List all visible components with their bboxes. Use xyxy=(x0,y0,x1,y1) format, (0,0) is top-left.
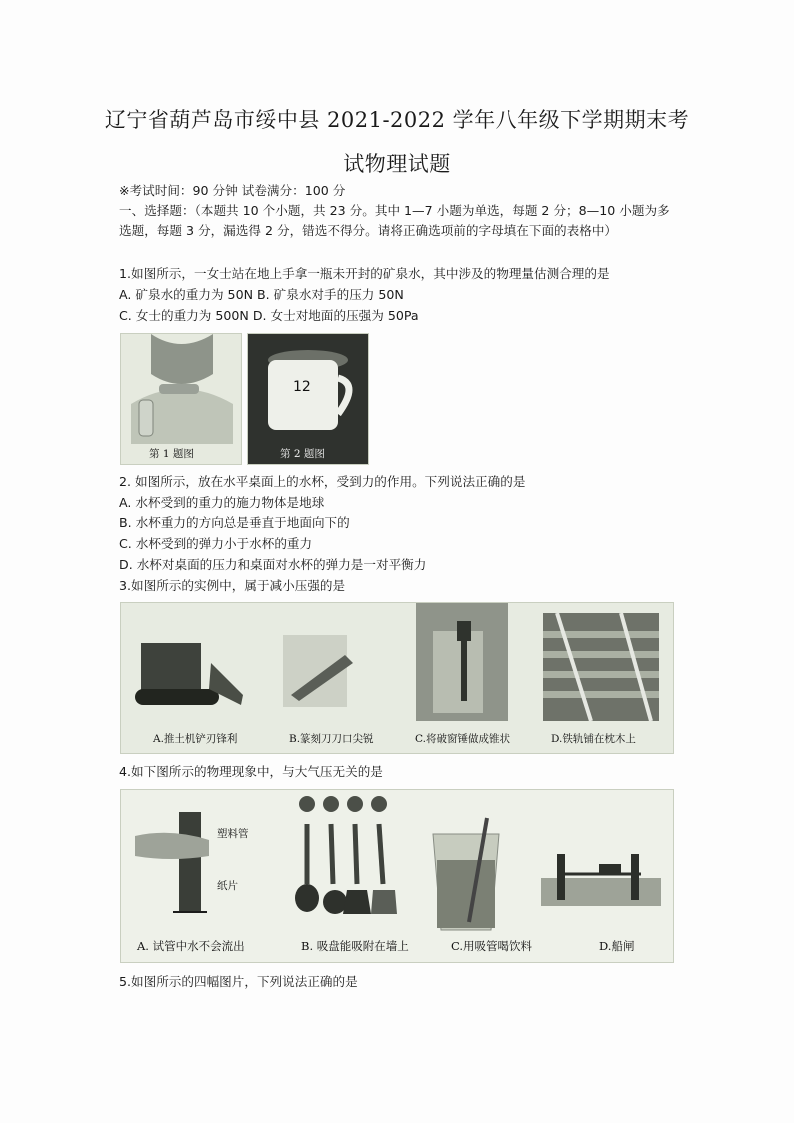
section-1-instructions: 一、选择题：（本题共 10 个小题，共 23 分。其中 1—7 小题为单选，每题 2 分；8—10 小题为多选题，每题 3 分，漏选得 2 分，错选不得分。请将正确选项前的字母填在下面的表格中） xyxy=(119,203,670,238)
q4-caption-a: A. 试管中水不会流出 xyxy=(137,939,245,953)
q4-figure-strip xyxy=(120,789,674,963)
title-line-1: 辽宁省葫芦岛市绥中县 2021-2022 学年八年级下学期期末考 xyxy=(104,108,690,132)
q4-caption-c: C.用吸管喝饮料 xyxy=(451,939,533,953)
q1-options-ab: A. 矿泉水的重力为 50N B. 矿泉水对手的压力 50N xyxy=(119,287,404,302)
figure-1-woman-water xyxy=(120,333,242,465)
q3-caption-a: A.推土机铲刃锋利 xyxy=(153,733,238,745)
q2-option-d: D. 水杯对桌面的压力和桌面对水杯的弹力是一对平衡力 xyxy=(119,557,427,572)
q4-stem: 4.如下图所示的物理现象中，与大气压无关的是 xyxy=(119,764,383,779)
q4-caption-b: B. 吸盘能吸附在墙上 xyxy=(301,939,409,953)
q4-caption-d: D.船闸 xyxy=(599,939,635,953)
q2-option-c: C. 水杯受到的弹力小于水杯的重力 xyxy=(119,536,313,551)
q3-caption-c: C.将破窗锤做成锥状 xyxy=(415,733,510,745)
figure-2-caption: 第 2 题图 xyxy=(280,448,325,460)
q4-label-paper: 纸片 xyxy=(217,880,238,892)
q3-caption-b: B.篆刻刀刀口尖锐 xyxy=(289,733,374,745)
figure-2-cup-label: 12 xyxy=(293,379,311,395)
q3-figure-strip xyxy=(120,602,674,754)
q2-option-a: A. 水杯受到的重力的施力物体是地球 xyxy=(119,495,325,510)
title-line-2: 试物理试题 xyxy=(343,152,451,176)
q3-caption-d: D.铁轨铺在枕木上 xyxy=(551,733,636,745)
q2-option-b: B. 水杯重力的方向总是垂直于地面向下的 xyxy=(119,515,350,530)
figure-1-caption: 第 1 题图 xyxy=(149,448,194,460)
q3-stem: 3.如图所示的实例中，属于减小压强的是 xyxy=(119,578,346,593)
q1-stem: 1.如图所示，一女士站在地上手拿一瓶未开封的矿泉水，其中涉及的物理量估测合理的是 xyxy=(119,266,610,281)
figure-2-cup xyxy=(247,333,369,465)
exam-info: ※考试时间：90 分钟 试卷满分：100 分 xyxy=(119,183,346,198)
q4-label-tube: 塑料管 xyxy=(217,828,249,840)
q1-options-cd: C. 女士的重力为 500N D. 女士对地面的压强为 50Pa xyxy=(119,308,419,323)
q2-stem: 2. 如图所示，放在水平桌面上的水杯，受到力的作用。下列说法正确的是 xyxy=(119,474,526,489)
q5-stem: 5.如图所示的四幅图片，下列说法正确的是 xyxy=(119,974,358,989)
